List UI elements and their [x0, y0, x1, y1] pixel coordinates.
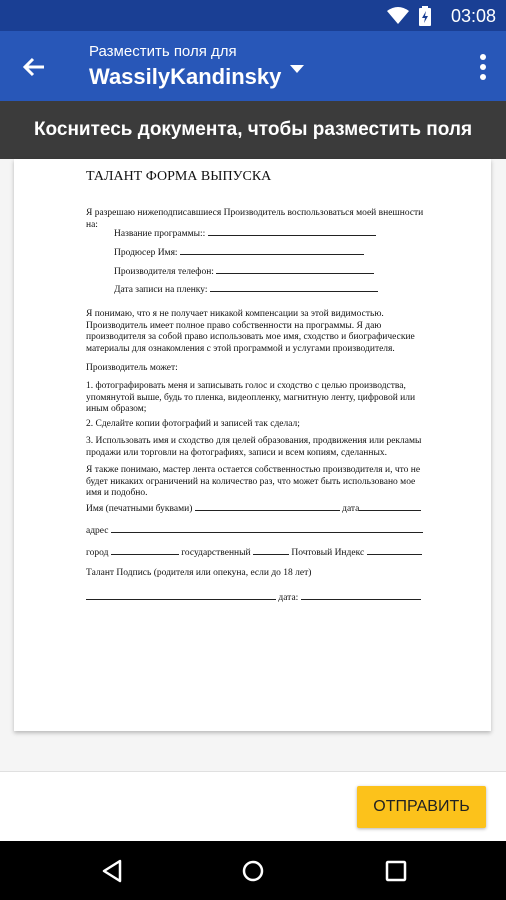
text-line: продажи или торговли на фотографиях, записи и всем копиям, сделанных.	[86, 447, 387, 458]
overflow-menu-icon[interactable]	[478, 53, 488, 81]
address-row	[86, 524, 446, 538]
document-title: ТАЛАНТ ФОРМА ВЫПУСКА	[86, 169, 272, 184]
producer-may-heading: Производитель может:	[86, 363, 178, 373]
text-line: 1. фотографировать меня и записывать голос и сходство с целью производства,	[86, 381, 406, 391]
city-state-zip-row	[86, 546, 446, 560]
field-producer-phone	[114, 265, 374, 277]
status-icons	[387, 6, 431, 26]
home-circle-icon[interactable]	[241, 859, 265, 883]
field-label: Название программы::	[114, 229, 208, 239]
item-2: 2. Сделайте копии фотографий и записей так сделал;	[86, 419, 300, 429]
text-line: упомянутой выше, будь то пленка, видеопленку, магнитную ленту, цифровой или	[86, 392, 416, 403]
item-1	[86, 381, 431, 416]
item-3	[86, 436, 431, 459]
text-line: Я также понимаю, мастер лента остается собственностью производителя и, что не	[86, 465, 421, 475]
status-time: 03:08	[450, 6, 496, 26]
send-button[interactable]: ОТПРАВИТЬ	[357, 786, 486, 828]
date2-label: дата:	[278, 593, 299, 603]
state-label: государственный	[181, 548, 251, 558]
text-line: 3. Использовать имя и сходство для целей образования, продвижения или рекламы	[86, 436, 422, 446]
wifi-icon	[387, 7, 409, 25]
document-page[interactable]	[14, 159, 491, 731]
document-intro: Я разрешаю нижеподписавшиеся Производитель воспользоваться моей внешности на:	[86, 208, 424, 230]
field-record-date	[114, 283, 378, 295]
text-line: Производитель имеет полное право собственности на программы. Я даю	[86, 320, 382, 331]
status-bar	[0, 0, 506, 31]
field-label: Дата записи на пленку:	[114, 285, 210, 295]
city-label: город	[86, 548, 109, 558]
system-navigation-bar	[0, 841, 506, 900]
name-label: Имя (печатными буквами)	[86, 504, 193, 514]
text-line: Я понимаю, что я не получает никакой компенсации за этой видимостью.	[86, 309, 384, 319]
dropdown-arrow-icon[interactable]	[289, 63, 305, 75]
paragraph-master-tape	[86, 465, 431, 500]
field-producer-name	[114, 246, 364, 258]
back-arrow-icon[interactable]	[18, 51, 50, 83]
app-bar	[0, 31, 506, 101]
zip-label: Почтовый Индекс	[291, 548, 365, 558]
name-date-row	[86, 502, 446, 516]
app-bar-subtitle: Разместить поля для	[89, 43, 237, 60]
field-label: Продюсер Имя:	[114, 248, 180, 258]
text-line: материалы для ознакомления с этой программой и услугами производителя.	[86, 343, 395, 354]
paragraph-compensation	[86, 309, 431, 355]
text-line: иным образом;	[86, 404, 147, 414]
address-label: адрес	[86, 526, 109, 536]
text-line: будет никаких ограничений на количество раз, что может быть использовано мое	[86, 476, 416, 487]
signature-row	[86, 591, 446, 605]
recents-square-icon[interactable]	[384, 859, 408, 883]
date-label: дата	[342, 504, 360, 514]
signature-label: Талант Подпись (родителя или опекуна, если до 18 лет)	[86, 568, 312, 578]
text-line: производителя за собой право использовать мое имя, сходство и биографические	[86, 332, 415, 342]
battery-charging-icon	[419, 6, 431, 26]
signer-selector[interactable]: WassilyKandinsky	[89, 64, 282, 89]
bottom-action-bar	[0, 771, 506, 842]
field-program-name	[114, 227, 376, 239]
instruction-banner: Коснитесь документа, чтобы разместить поля	[0, 101, 506, 159]
field-label: Производителя телефон:	[114, 267, 217, 277]
text-line: имя и подобно.	[86, 488, 148, 498]
back-triangle-icon[interactable]	[100, 859, 124, 883]
